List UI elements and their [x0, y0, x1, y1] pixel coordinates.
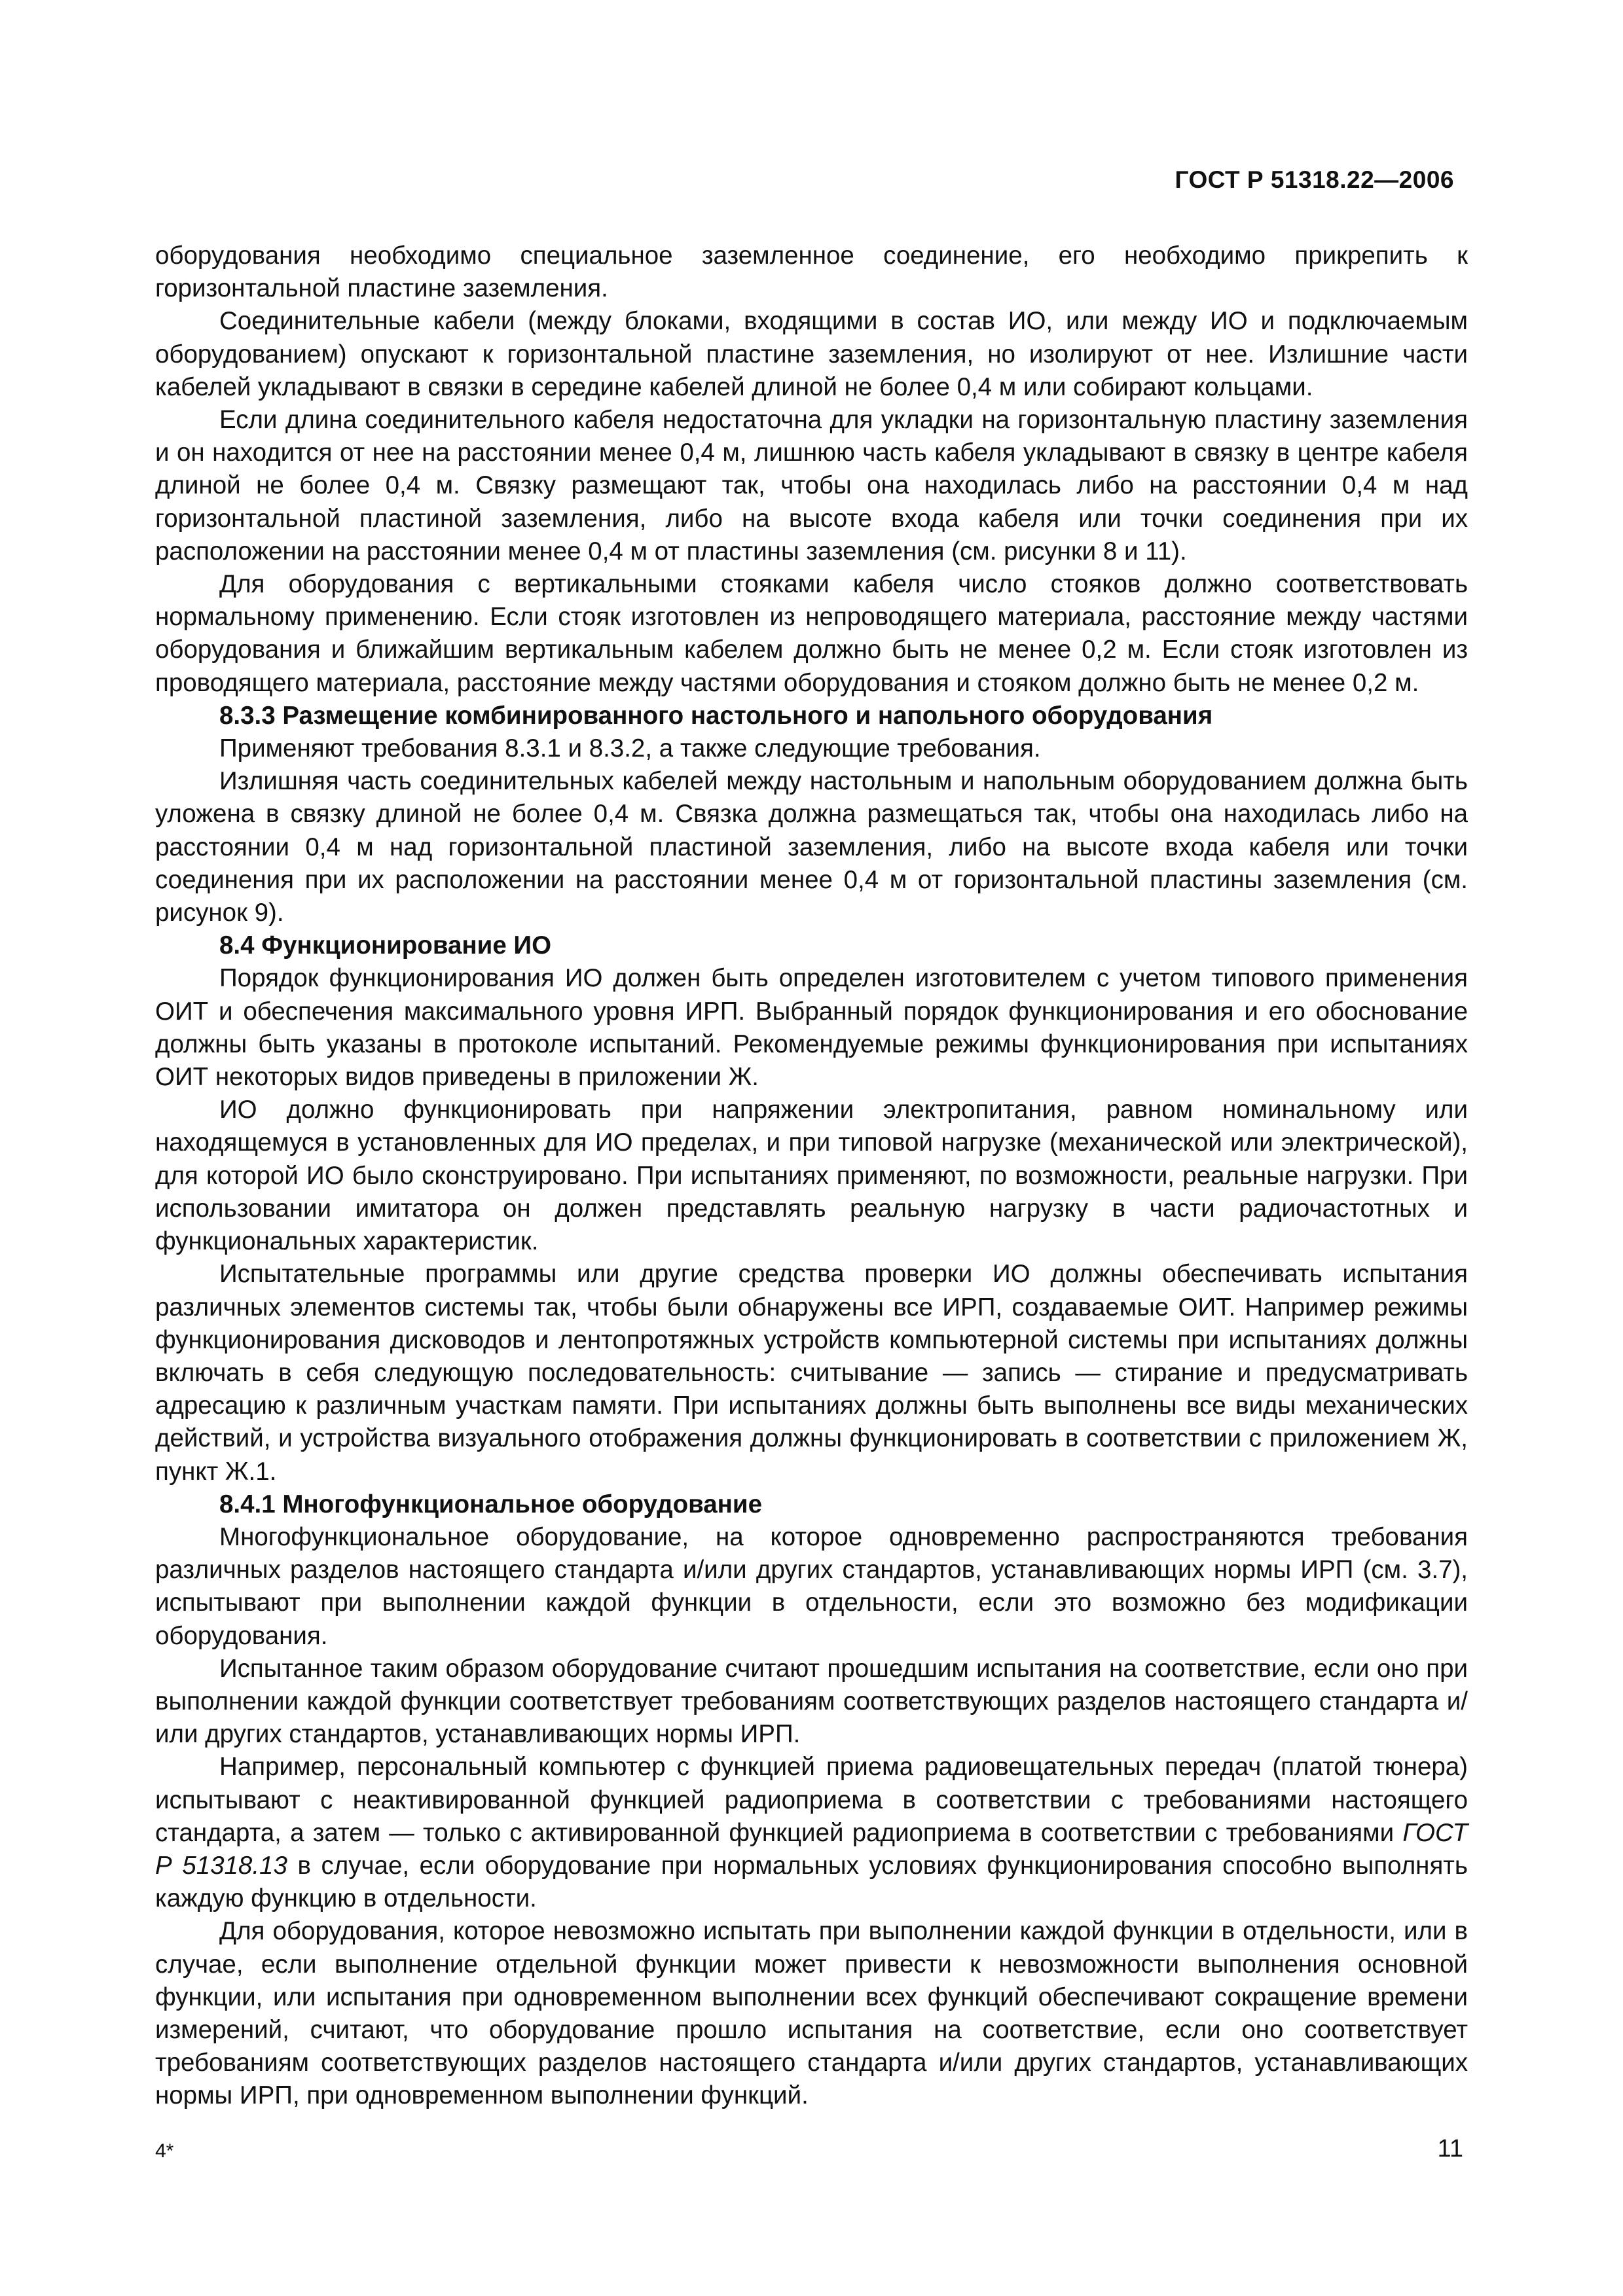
page-number: 11	[1437, 2135, 1463, 2162]
paragraph: Если длина соединительного кабеля недостаточна для укладки на горизонтальную пластину заземления и он находится от нее на расстоянии менее 0,4 м, лишнюю часть кабеля укладывают в связку в центре кабеля длиной не более 0,4 м. Связку размещают так, чтобы она находилась либо на расстоянии 0,4 м над горизонтальной пластиной заземления, либо на высоте входа кабеля или точки соединения при их расположении на расстоянии менее 0,4 м от пластины заземления (см. рисунки 8 и 11).	[155, 406, 1468, 565]
paragraph: ИО должно функционировать при напряжении электропитания, равном номинальному или находящемуся в установленных для ИО пределах, и при типовой нагрузке (механической или электрической), для которой ИО было сконструировано. При испытаниях применяют, по возможности, реальные нагрузки. При использовании имитатора он должен представлять реальную нагрузку в части радиочастотных и функциональных характеристик.	[155, 1096, 1468, 1256]
paragraph: Для оборудования с вертикальными стояками кабеля число стояков должно соответствовать нормальному применению. Если стояк изготовлен из непроводящего материала, расстояние между частями оборудования и ближайшим вертикальным кабелем должно быть не менее 0,2 м. Если стояк изготовлен из проводящего материала, расстояние между частями оборудования и стояком должно быть не менее 0,2 м.	[155, 570, 1468, 697]
paragraph-text: Например, персональный компьютер с функцией приема радиовещательных передач (платой тюнера) испытывают с неактивированной функцией радиоприема в соответствии с требованиями настоящего стандарта, а затем — только с активированной функцией радиоприема в соответствии с требованиями	[155, 1753, 1468, 1847]
paragraph: Соединительные кабели (между блоками, входящими в состав ИО, или между ИО и подключаемым оборудованием) опускают к горизонтальной пластине заземления, но изолируют от нее. Излишние части кабелей укладывают в связки в середине кабелей длиной не более 0,4 м или собирают кольцами.	[155, 307, 1468, 401]
section-heading-8-3-3: 8.3.3 Размещение комбинированного настольного и напольного оборудования	[219, 701, 1213, 730]
standard-reference: ГОСТ Р 51318.13	[155, 1818, 1468, 1880]
paragraph: Для оборудования, которое невозможно испытать при выполнении каждой функции в отдельности, или в случае, если выполнение отдельной функции может привести к невозможности выполнения основной функции, или испытания при одновременном выполнении всех функций обеспечивают сокращение времени измерений, считают, что оборудование прошло испытания на соответствие, если оно соответствует требованиям соответствующих разделов настоящего стандарта и/или других стандартов, устанавливающих нормы ИРП, при одновременном выполнении функций.	[155, 1917, 1468, 2110]
sheet-mark: 4*	[155, 2140, 174, 2162]
paragraph: Испытательные программы или другие средства проверки ИО должны обеспечивать испытания различных элементов системы так, чтобы были обнаружены все ИРП, создаваемые ОИТ. Например режимы функционирования дисководов и лентопротяжных устройств компьютерной системы при испытаниях должны включать в себя следующую последовательность: считывание — запись — стирание и предусматривать адресацию к различным участкам памяти. При испытаниях должны быть выполнены все виды механических действий, и устройства визуального отображения должны функционировать в соответствии с приложением Ж, пункт Ж.1.	[155, 1260, 1468, 1486]
paragraph: Применяют требования 8.3.1 и 8.3.2, а также следующие требования.	[219, 734, 1041, 763]
paragraph: Многофункциональное оборудование, на которое одновременно распространяются требования различных разделов настоящего стандарта и/или других стандартов, устанавливающих нормы ИРП (см. 3.7), испытывают при выполнении каждой функции в отдельности, если это возможно без модификации оборудования.	[155, 1522, 1468, 1650]
standard-header: ГОСТ Р 51318.22—2006	[1175, 166, 1454, 193]
paragraph-text: в случае, если оборудование при нормальных условиях функционирования способно выполнять каждую функцию в отдельности.	[155, 1851, 1468, 1913]
paragraph: Излишняя часть соединительных кабелей между настольным и напольным оборудованием должна быть уложена в связку длиной не более 0,4 м. Связка должна размещаться так, чтобы она находилась либо на расстоянии 0,4 м над горизонтальной пластиной заземления, либо на высоте входа кабеля или точки соединения при их расположении на расстоянии менее 0,4 м от горизонтальной пластины заземления (см. рисунок 9).	[155, 767, 1468, 927]
section-heading-8-4-1: 8.4.1 Многофункциональное оборудование	[219, 1490, 762, 1518]
paragraph: Порядок функционирования ИО должен быть определен изготовителем с учетом типового применения ОИТ и обеспечения максимального уровня ИРП. Выбранный порядок функционирования и его обоснование должны быть указаны в протоколе испытаний. Рекомендуемые режимы функционирования при испытаниях ОИТ некоторых видов приведены в приложении Ж.	[155, 964, 1468, 1092]
paragraph-with-reference	[155, 1751, 1468, 1915]
document-body	[155, 240, 1468, 2113]
paragraph: Испытанное таким образом оборудование считают прошедшим испытания на соответствие, если оно при выполнении каждой функции соответствует требованиям соответствующих разделов настоящего стандарта и/или других стандартов, устанавливающих нормы ИРП.	[155, 1654, 1468, 1749]
section-heading-8-4: 8.4 Функционирование ИО	[219, 931, 552, 960]
paragraph: оборудования необходимо специальное заземленное соединение, его необходимо прикрепить к горизонтальной пластине заземления.	[155, 242, 1468, 303]
